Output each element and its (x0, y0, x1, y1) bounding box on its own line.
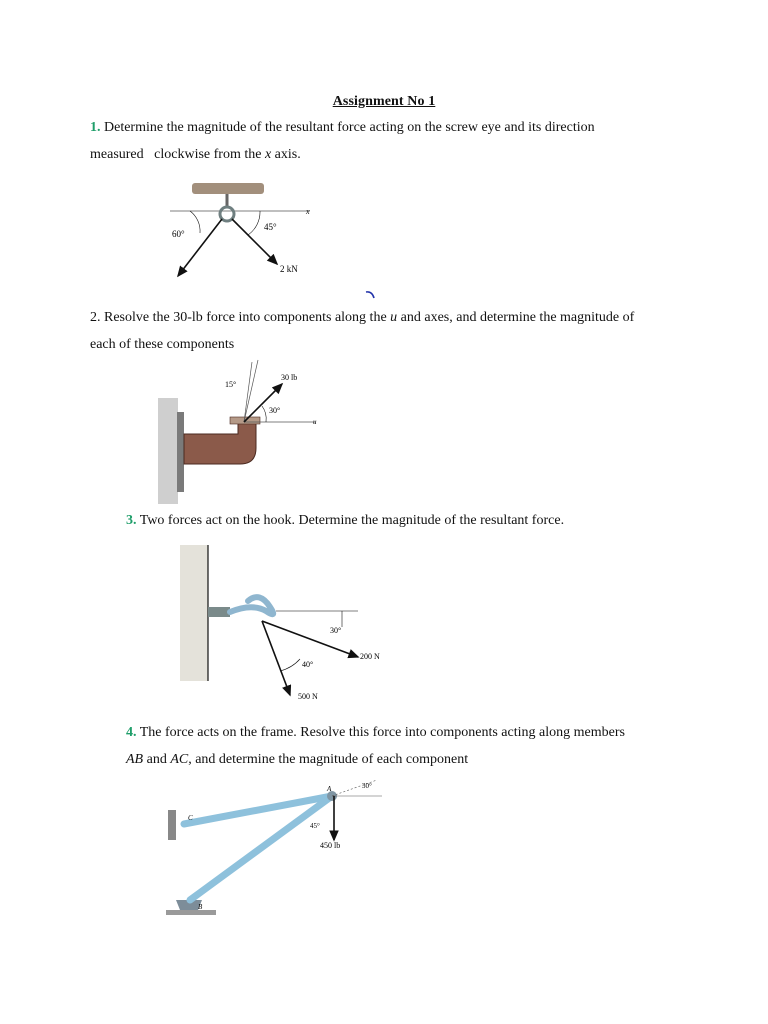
wall-plate (177, 412, 184, 492)
force-arrow-200n (262, 621, 358, 657)
problem-text: Two forces act on the hook. Determine the magnitude of the resultant force. (139, 513, 565, 528)
figure-hook (180, 545, 395, 705)
force-label: 2 kN (280, 264, 298, 274)
wall-mount-c (168, 810, 176, 840)
point-label: A (327, 785, 332, 793)
force-label: 450 lb (320, 841, 341, 850)
problem-number: 2. (90, 310, 101, 325)
wall (158, 398, 178, 504)
angle-label: 15° (225, 380, 237, 389)
point-label: B (198, 903, 203, 911)
problem-1-text (90, 115, 595, 168)
ground-base (166, 910, 216, 915)
problem-text: axis. (271, 146, 301, 162)
force-label: 500 N (298, 692, 318, 701)
angle-label: 30° (269, 406, 281, 415)
problem-text: and axes, and determine the magnitude of (397, 310, 635, 325)
page-title: Assignment No 1 (332, 94, 436, 109)
axis-label: x (306, 207, 310, 216)
hook (230, 597, 273, 614)
problem-number: 1. (90, 120, 101, 135)
force-arrow-30lb (244, 384, 282, 422)
cursor-mark (364, 288, 378, 302)
problem-text: , and determine the magnitude of each component (188, 751, 469, 767)
figure-frame (162, 776, 392, 921)
problem-2-text (90, 305, 634, 358)
member-label: AB (126, 751, 144, 767)
problem-4-text (126, 720, 625, 773)
axis-label: u (313, 418, 317, 426)
force-label: 30 lb (281, 373, 298, 382)
angle-label: 30° (330, 626, 342, 635)
force-arrow-500n (262, 621, 290, 695)
angle-label: 45° (264, 222, 277, 232)
problem-number: 4. (126, 725, 137, 740)
variable-u: u (390, 310, 398, 325)
pipe-bracket (184, 422, 256, 464)
member-label: AC (170, 751, 189, 767)
ceiling-support (192, 183, 264, 194)
problem-text: and (143, 751, 171, 767)
problem-text: measured clockwise from the (90, 146, 265, 162)
wall (180, 545, 208, 681)
angle-label: 30° (362, 782, 372, 790)
problem-text: The force acts on the frame. Resolve this force into components acting along members (139, 725, 625, 740)
figure-screw-eye (160, 178, 320, 283)
screw-eye (220, 207, 234, 221)
angle-label: 40° (302, 660, 314, 669)
force-label: 200 N (360, 652, 380, 661)
hook-thread (208, 607, 230, 617)
angle-label: 60° (172, 229, 185, 239)
problem-3-text (126, 508, 564, 535)
angle-label: 45° (310, 822, 320, 830)
problem-text: Determine the magnitude of the resultant force acting on the screw eye and its direction (104, 120, 595, 135)
variable-x: x (264, 146, 272, 162)
figure-pipe-bracket (158, 360, 328, 505)
problem-text: Resolve the 30-lb force into components along the (104, 310, 391, 325)
problem-text: each of these components (90, 336, 235, 352)
point-label: C (188, 814, 193, 822)
problem-number: 3. (126, 513, 137, 528)
